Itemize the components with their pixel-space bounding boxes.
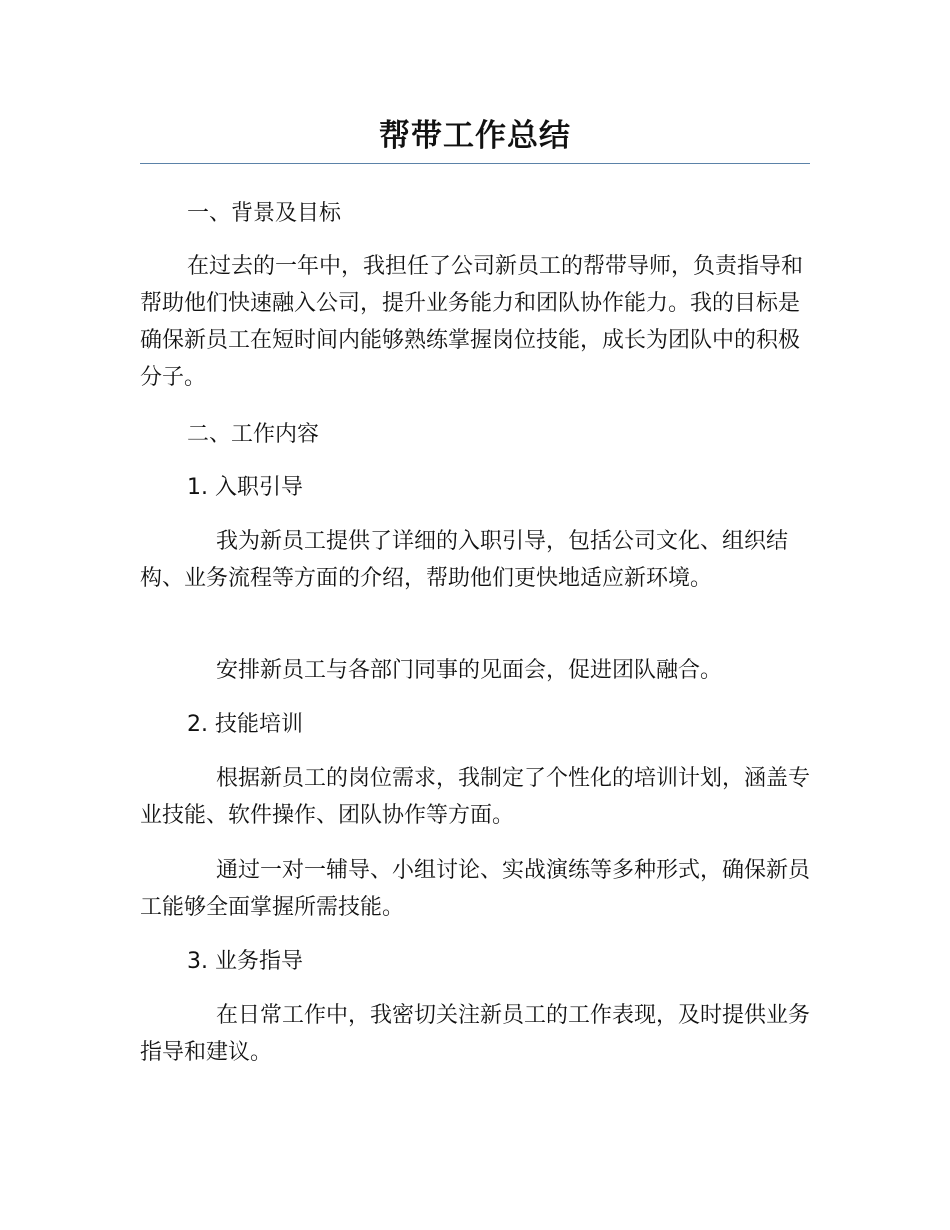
item2-paragraph-1: 根据新员工的岗位需求，我制定了个性化的培训计划，涵盖专业技能、软件操作、团队协作等方面。 [140, 766, 811, 828]
item1-paragraph-2: 安排新员工与各部门同事的见面会，促进团队融合。 [216, 658, 723, 683]
title-underline [140, 163, 810, 164]
item3-paragraph-1: 在日常工作中，我密切关注新员工的工作表现，及时提供业务指导和建议。 [140, 1003, 811, 1065]
item1-paragraph-1: 我为新员工提供了详细的入职引导，包括公司文化、组织结构、业务流程等方面的介绍，帮助他们更快地适应新环境。 [140, 529, 789, 591]
document-title: 帮带工作总结 [379, 118, 571, 154]
item2-paragraph-2: 通过一对一辅导、小组讨论、实战演练等多种形式，确保新员工能够全面掌握所需技能。 [140, 858, 811, 920]
section1-heading: 一、背景及目标 [187, 201, 342, 226]
item3-heading: 3. 业务指导 [187, 949, 303, 974]
section1-paragraph: 在过去的一年中，我担任了公司新员工的帮带导师，负责指导和帮助他们快速融入公司，提升业务能力和团队协作能力。我的目标是确保新员工在短时间内能够熟练掌握岗位技能，成长为团队中的积极分子。 [140, 254, 804, 390]
section2-heading: 二、工作内容 [187, 422, 320, 447]
item2-heading: 2. 技能培训 [187, 712, 303, 737]
item1-heading: 1. 入职引导 [187, 475, 303, 500]
